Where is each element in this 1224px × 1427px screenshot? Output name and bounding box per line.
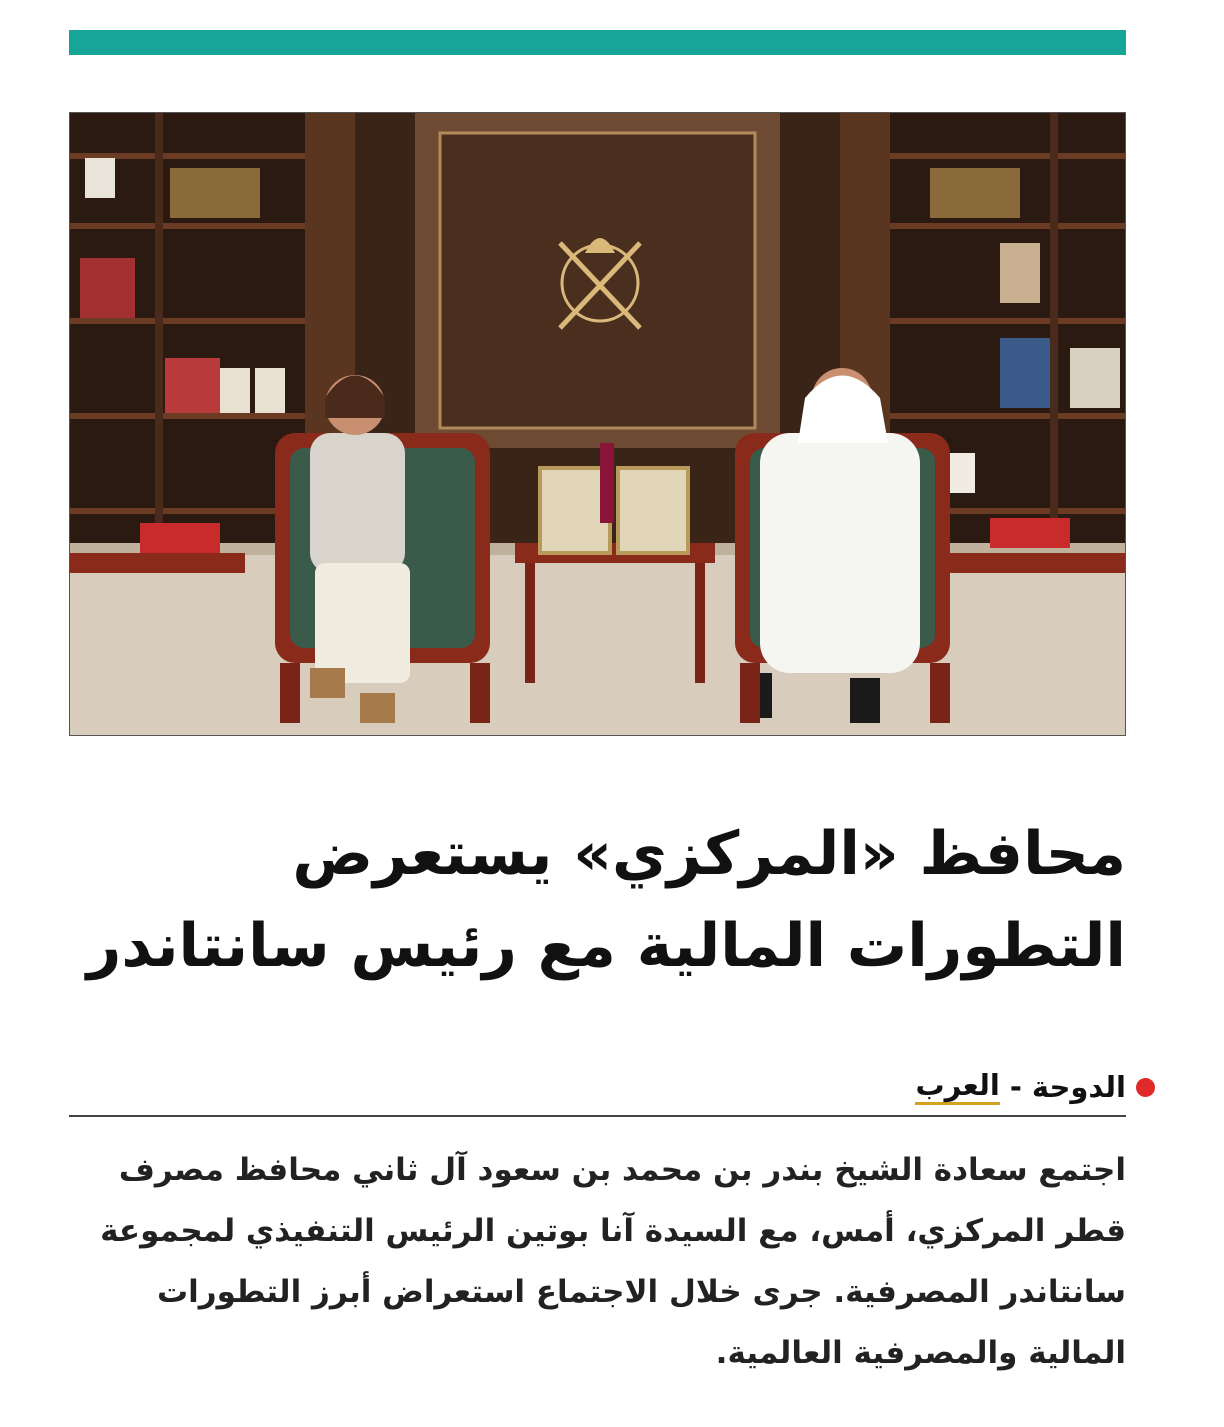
body-line-2: قطر المركزي، أمس، مع السيدة آنا بوتين الرئيس التنفيذي لمجموعة [100, 1213, 1126, 1249]
news-photo [69, 112, 1126, 736]
body-line-3: سانتاندر المصرفية. جرى خلال الاجتماع استعراض أبرز التطورات [157, 1274, 1126, 1310]
article-body [69, 1140, 1126, 1384]
left-bookshelf [70, 113, 305, 543]
emblem-panel [415, 113, 780, 448]
dateline [915, 1068, 1126, 1105]
headline [69, 808, 1126, 992]
body-line-1: اجتمع سعادة الشيخ بندر بن محمد بن سعود آل ثاني محافظ مصرف [118, 1152, 1126, 1188]
dateline-separator: - [1009, 1069, 1022, 1104]
accent-bar [69, 30, 1126, 55]
source-logo: العرب [915, 1068, 999, 1105]
headline-line-1: محافظ «المركزي» يستعرض [292, 819, 1126, 889]
divider [69, 1115, 1126, 1117]
body-line-4: المالية والمصرفية العالمية. [715, 1335, 1126, 1371]
dateline-city: الدوحة [1031, 1069, 1126, 1104]
headline-line-2: التطورات المالية مع رئيس سانتاندر [86, 911, 1126, 981]
dateline-dot [1136, 1078, 1155, 1097]
